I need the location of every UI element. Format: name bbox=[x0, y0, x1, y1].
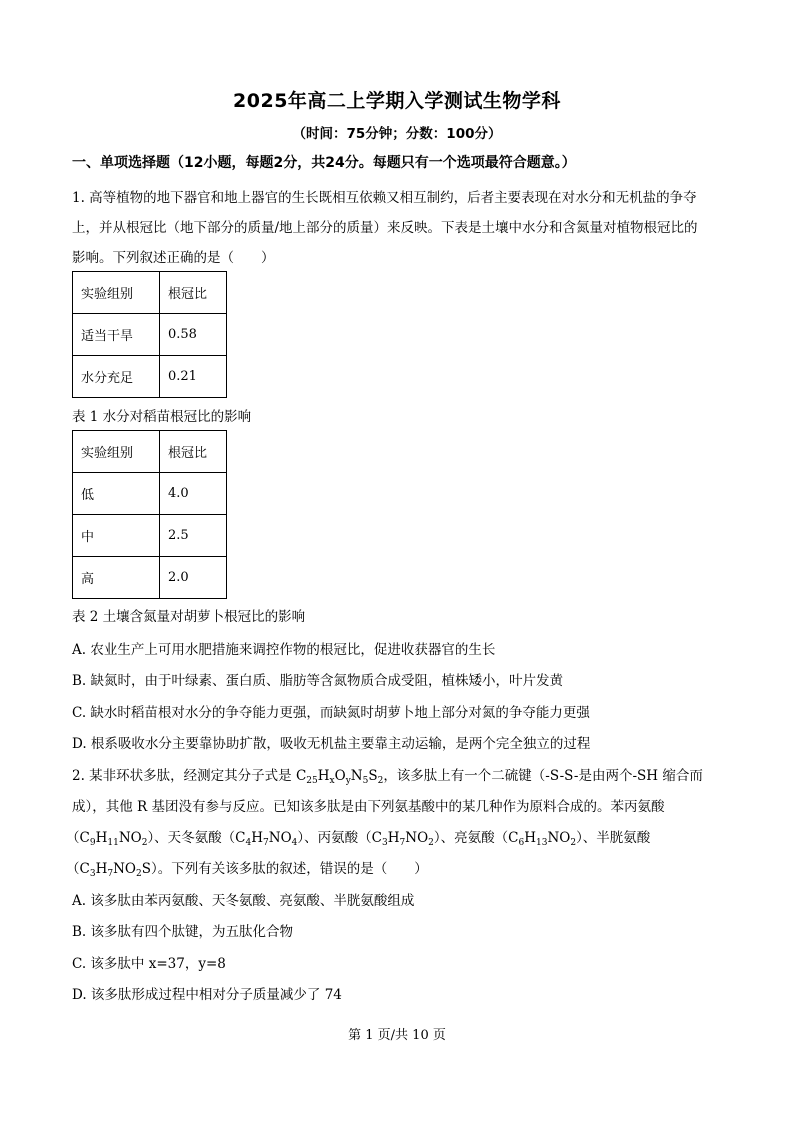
option-a: A. 该多肽由苯丙氨酸、天冬氨酸、亮氨酸、半胱氨酸组成 bbox=[72, 893, 415, 909]
option-c: C. 缺水时稻苗根对水分的争夺能力更强，而缺氮时胡萝卜地上部分对氮的争夺能力更强 bbox=[72, 705, 590, 721]
question-2-text-line-2: 成），其他 R 基团没有参与反应。已知该多肽是由下列氨基酸中的某几种作为原料合成的。苯丙氨酸 bbox=[72, 799, 665, 815]
table-header-cell: 根冠比 bbox=[160, 272, 227, 314]
table-row bbox=[73, 314, 227, 356]
option-d: D. 该多肽形成过程中相对分子质量减少了 74 bbox=[72, 987, 342, 1003]
page-number: 第 1 页/共 10 页 bbox=[348, 1028, 446, 1043]
question-1-text-line-1: 1. 高等植物的地下器官和地上器官的生长既相互依赖又相互制约，后者主要表现在对水分和无机盐的争夺 bbox=[72, 190, 697, 206]
section-heading: 一、单项选择题（12小题，每题2分，共24分。每题只有一个选项最符合题意。） bbox=[72, 155, 576, 171]
table-row bbox=[73, 473, 227, 515]
table-cell: 0.21 bbox=[160, 356, 227, 398]
question-2-text-line-4: $(C_3H_7NO_2S)$。下列有关该多肽的叙述，错误的是（ ） bbox=[66, 861, 428, 879]
table-2-caption: 表 2 土壤含氮量对胡萝卜根冠比的影响 bbox=[72, 609, 306, 625]
table-row bbox=[73, 557, 227, 599]
table-cell: 中 bbox=[73, 515, 160, 557]
option-d: D. 根系吸收水分主要靠协助扩散，吸收无机盐主要靠主动运输，是两个完全独立的过程 bbox=[72, 736, 591, 752]
table-cell: 高 bbox=[73, 557, 160, 599]
option-c: C. 该多肽中 x=37，y=8 bbox=[72, 956, 226, 972]
table-cell: 4.0 bbox=[160, 473, 227, 515]
question-2-text-line-3: $(C_9H_{11}NO_2)$、天冬氨酸$(C_4H_7NO_4)$、丙氨酸$(C_3H_7NO_2)$、亮氨酸$(C_6H_{13}NO_2)$、半胱氨酸 bbox=[66, 830, 651, 848]
table-header-row bbox=[73, 272, 227, 314]
table-1 bbox=[72, 271, 227, 398]
table-2 bbox=[72, 430, 227, 599]
question-2-text-line-1: 2. 某非环状多肽，经测定其分子式是 $C_{25}H_xO_yN_5S_2$，该多肽上有一个二硫键（-S-S-是由两个-SH 缩合而 bbox=[72, 768, 703, 786]
table-row bbox=[73, 515, 227, 557]
option-b: B. 缺氮时，由于叶绿素、蛋白质、脂肪等含氮物质合成受阻，植株矮小，叶片发黄 bbox=[72, 673, 564, 689]
table-header-cell: 实验组别 bbox=[73, 431, 160, 473]
table-header-cell: 实验组别 bbox=[73, 272, 160, 314]
table-1-caption: 表 1 水分对稻苗根冠比的影响 bbox=[72, 409, 252, 425]
exam-info: （时间：75分钟；分数：100分） bbox=[292, 126, 502, 142]
table-header-row bbox=[73, 431, 227, 473]
page-title: 2025年高二上学期入学测试生物学科 bbox=[233, 90, 561, 112]
table-row bbox=[73, 356, 227, 398]
table-cell: 适当干旱 bbox=[73, 314, 160, 356]
table-cell: 水分充足 bbox=[73, 356, 160, 398]
table-cell: 2.5 bbox=[160, 515, 227, 557]
question-1-text-line-2: 上，并从根冠比（地下部分的质量/地上部分的质量）来反映。下表是土壤中水分和含氮量对植物根冠比的 bbox=[72, 220, 698, 236]
option-a: A. 农业生产上可用水肥措施来调控作物的根冠比，促进收获器官的生长 bbox=[72, 642, 496, 658]
table-cell: 低 bbox=[73, 473, 160, 515]
table-header-cell: 根冠比 bbox=[160, 431, 227, 473]
option-b: B. 该多肽有四个肽键，为五肽化合物 bbox=[72, 924, 294, 940]
table-cell: 2.0 bbox=[160, 557, 227, 599]
table-cell: 0.58 bbox=[160, 314, 227, 356]
question-1-text-line-3: 影响。下列叙述正确的是（ ） bbox=[72, 250, 275, 266]
